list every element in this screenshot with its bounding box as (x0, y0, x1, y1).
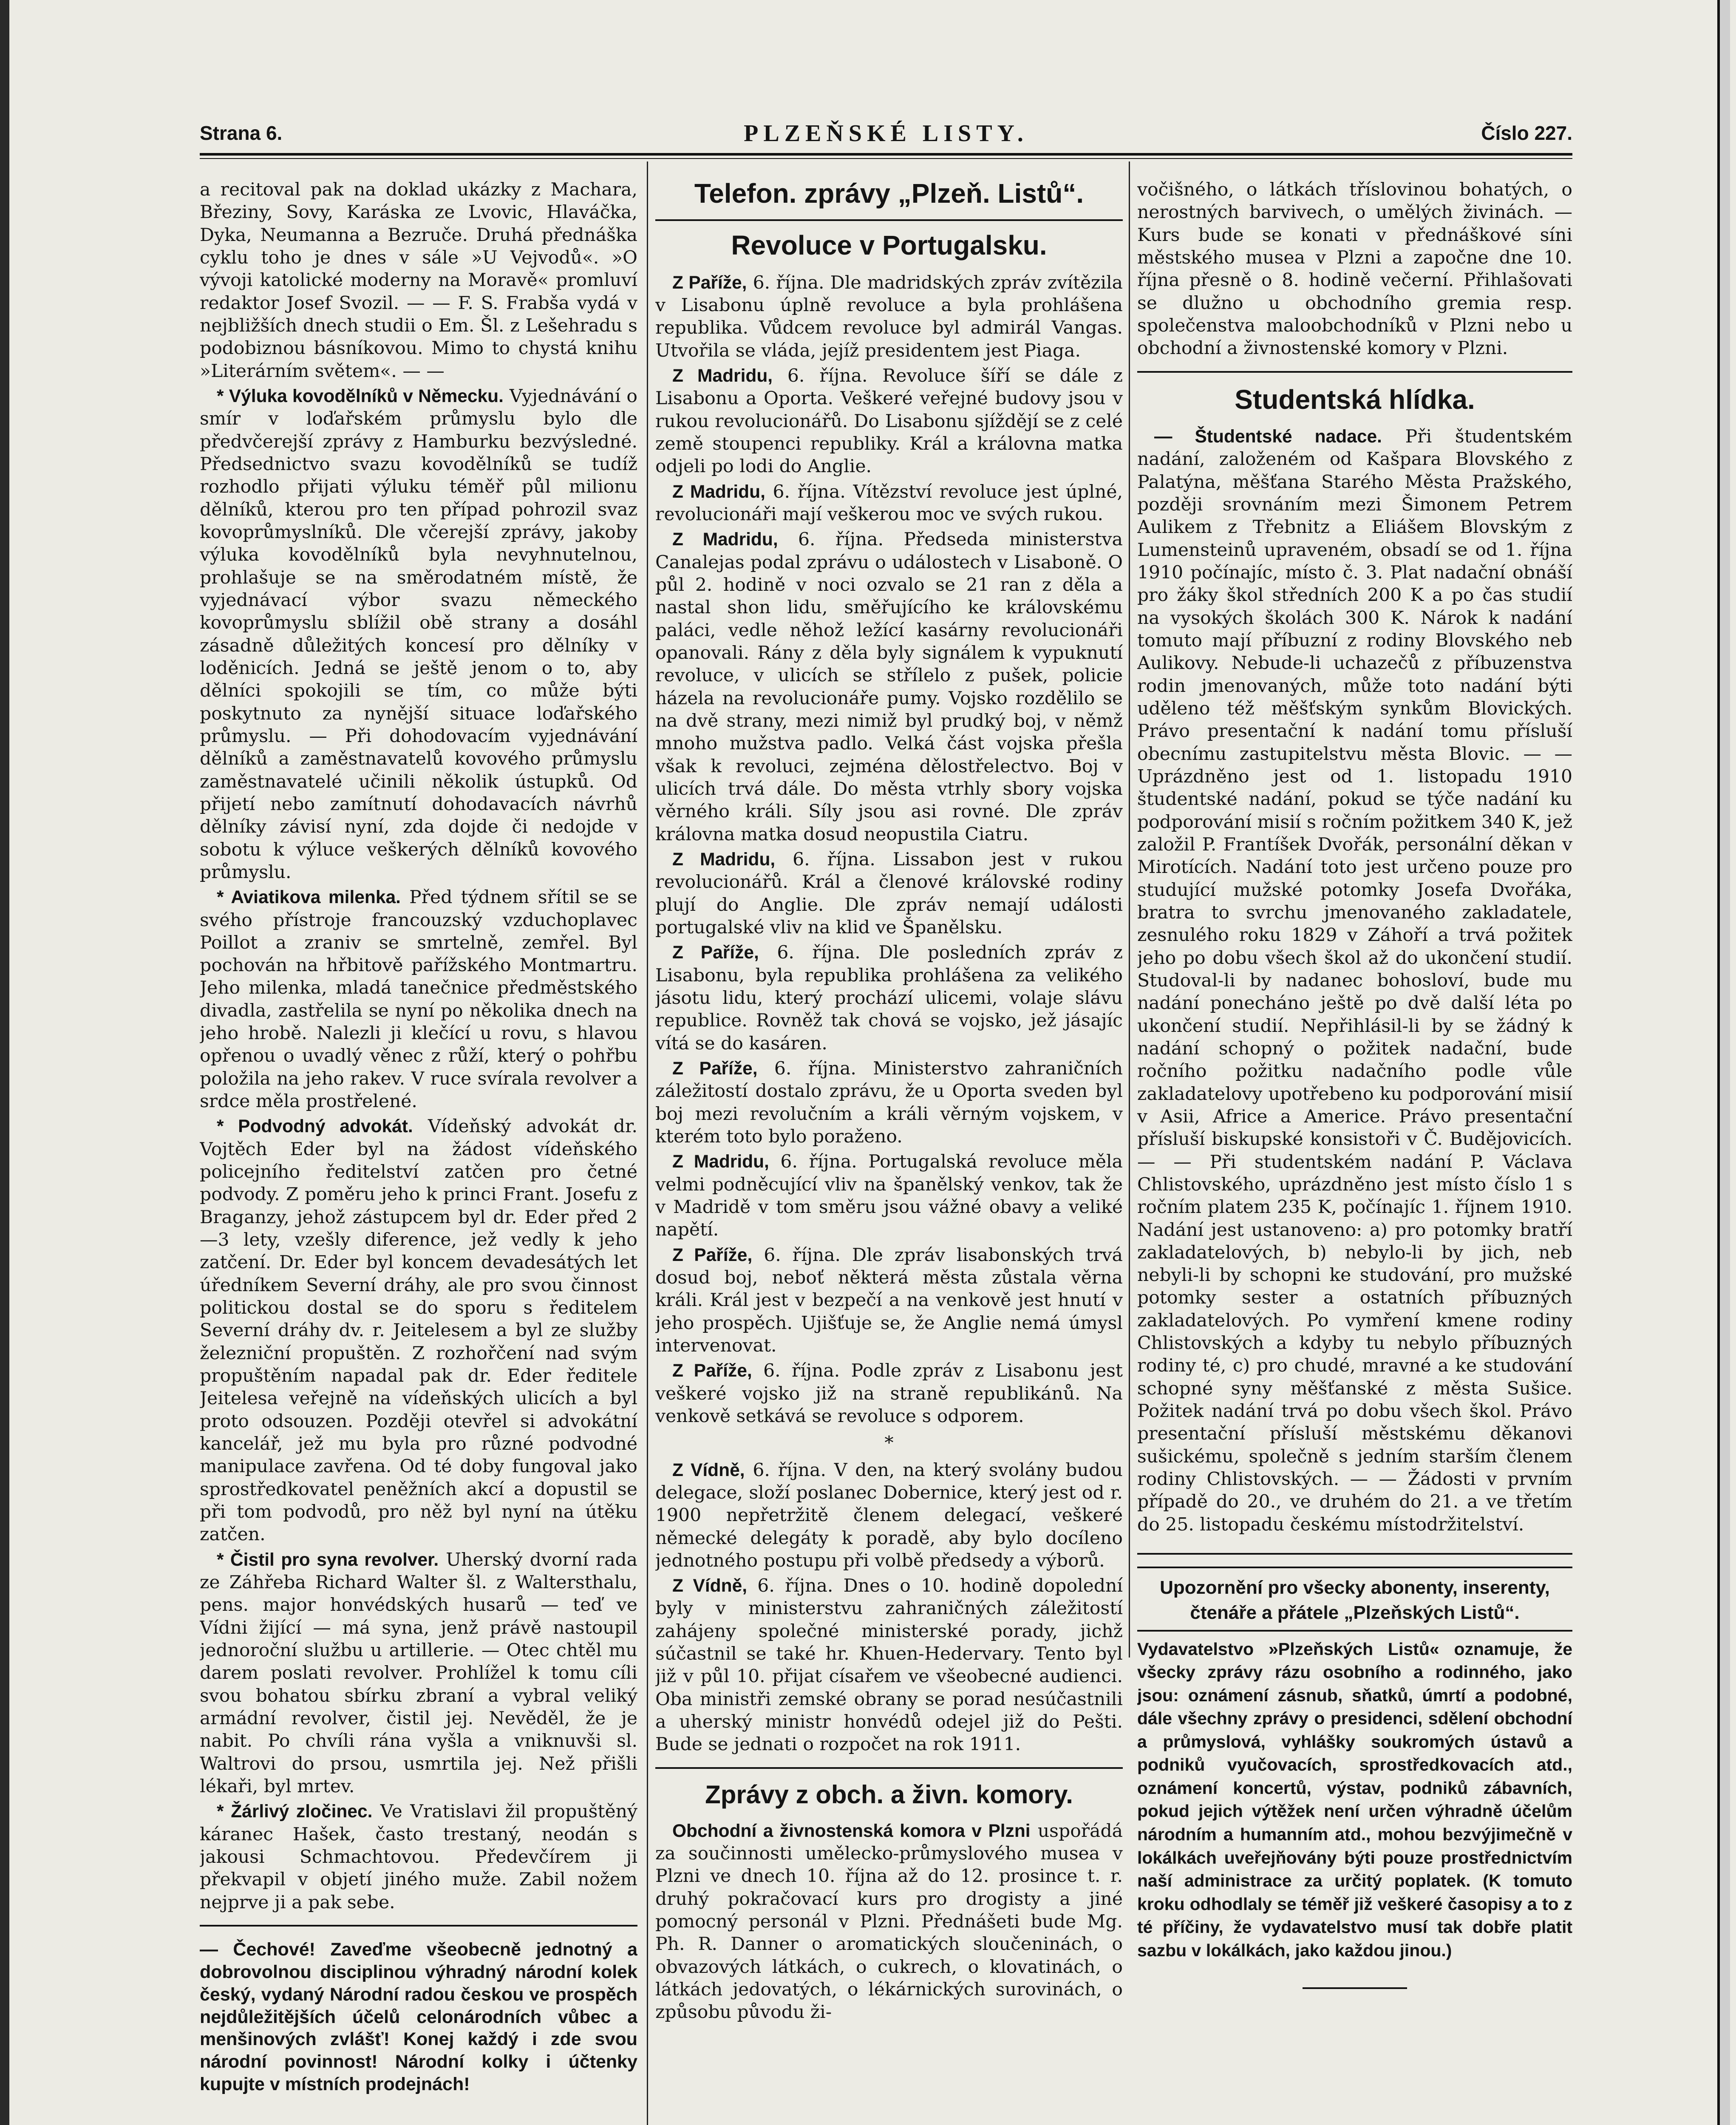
chamber-item (655, 1820, 1123, 2024)
headline-revolver: * Čistil pro syna revolver. (217, 1550, 439, 1570)
column-3 (1137, 178, 1572, 2125)
body-revolver: Uherský dvorní rada ze Záhřeba Richard Walter šl. z Waltersthalu, pens. major honvédských husarů — teď ve Vídni žijící — má syna, jenž právě nastoupil jednoroční službu u artillerie. — Otec chtěl mu darem poslati revolver. Prohlížel k tomu cíli svou bohatou sbírku zbraní a vybral veliký armádní revolver, čistil jej. Nevěděl, že je nabit. Po chvíli rána vyšla a vniknuvši sl. Waltrovi do prsou, usmrtila jej. Než přišli lékaři, byl mrtev. (200, 1549, 637, 1797)
headline-aviator: * Aviatikova milenka. (217, 887, 401, 908)
news-item (655, 1575, 1123, 1756)
section-title-students: Studentská hlídka. (1235, 384, 1475, 415)
dateline: Z Madridu, (672, 530, 778, 550)
news-text: 6. října. Revoluce šíří se dále z Lisabonu a Oporta. Veškeré veřejné budovy jsou v rukou revolucionářů. Do Lisabonu sjíždějí se z celé země stoupenci republiky. Král a královna matka odjeli po lodi do Anglie. (655, 366, 1123, 477)
dateline: Z Madridu, (672, 849, 776, 870)
column-2 (655, 178, 1123, 2125)
notice-title: Upozornění pro všecky abonenty, inserenty, čtenáře a přátele „Plzeňských Listů“. (1137, 1567, 1572, 1632)
dateline: Z Madridu, (672, 1152, 769, 1172)
article-lockout (200, 385, 637, 884)
dateline: Z Vídně, (672, 1460, 745, 1480)
section-rule (655, 219, 1123, 221)
headline-lockout: * Výluka kovodělníků v Německu. (217, 386, 504, 406)
news-text: 6. října. Vítězství revoluce jest úplné, revolucionáři mají veškerou moc ve svých rukou. (655, 481, 1123, 525)
news-text: 6. října. Ministerstvo zahraničních záležitostí dostalo zprávu, že u Oporta sveden byl boj mezi revolučním a králi věrným vojskem, v kterém toto bylo poraženo. (655, 1058, 1123, 1147)
page-number: Strana 6. (200, 122, 283, 144)
publisher-notice: Vydavatelstvo »Plzeňských Listů« oznamuje, že všecky zprávy rázu osobního a rodinného, jako jsou: oznámení zásnub, sňatků, úmrtí a podobné, dále všechny zprávy o presidenci, sdělení obchodní a průmyslová, vyhlášky soukromých ústavů a podniků vyučovacích, sprostředkovacích atd., oznámení koncertů, výstav, podniků zábavních, pokud jejich výtěžek není určen výhradně účelům národním a humanním atd., mohou bezvýjimečně v lokálkách uveřejňovány býti pouze prostřednictvím naší administrace za určitý poplatek. (K tomuto kroku odhodlaly se téměř již veškeré časopisy a to z té příčiny, že vydavatelstvo musí tak dobře platit sazbu v lokálkách, jako každou jinou.) (1137, 1639, 1572, 1960)
news-text: 6. října. Dnes o 10. hodině dopolední byly v ministerstvu zahraničných záležitostí zahájeny společné ministerské porady, jichž súčastnil se také hr. Khuen-Hedervary. Tento byl již v půl 10. přijat císařem ve všeobecné audienci. Oba ministři zemské obrany se porad nesúčastnili a uherský ministr honvédů odejel již do Pešti. Bude se jednati o rozpočet na rok 1911. (655, 1575, 1123, 1755)
chamber-text: uspořádá za součinnosti umělecko-průmyslového musea v Plzni ve dnech 10. října až do 12. prosince t. r. druhý pokračovací kurs pro drogisty a jiné pomocný personál v Plzni. Přednášeti bude Mg. Ph. R. Danner o aromatických sloučeninách, o obvazových látkách, o cukrech, o klovatinách, o látkách jedovatých, o lékárnických surovinách, o způsobu původu ži- (655, 1820, 1123, 2023)
article-revolver (200, 1549, 637, 1798)
student-foundations (1137, 425, 1572, 1536)
header-rule-thin (200, 158, 1572, 159)
article-jealous (200, 1800, 637, 1914)
news-item (655, 481, 1123, 526)
dateline: Z Vídně, (672, 1576, 748, 1596)
news-text: 6. října. Dle madridských zpráv zvítězila v Lisabonu úplně revoluce a byla prohlášena republika. Vůdcem revoluce byl admirál Vangas. Utvořila se vláda, jejíž presidentem jest Piaga. (655, 272, 1123, 361)
page-header (200, 120, 1572, 150)
issue-number: Číslo 227. (1481, 122, 1572, 144)
body-lawyer: Vídeňský advokát dr. Vojtěch Eder byl na žádost vídeňského policejního ředitelství zatčen pro četné podvody. Z poměru jeho k princi Frant. Josefu z Braganzy, jehož zástupcem byl dr. Eder před 2—3 lety, vzešly diference, jež vedly k jeho zatčení. Dr. Eder byl koncem devadesátých let úředníkem Severní dráhy, ale pro svou činnost politickou dostal se do sporu s ředitelem Severní dráhy dv. r. Jeitelesem a byl ze služby železniční propuštěn. Z rozhořčení nad svým propuštěním napadal pak dr. Eder ředitele Jeitelesa veřejně na vídeňských ulicích a byl proto odsouzen. Později otevřel si advokátní kancelář, jež mu byla pro různé podvodné manipulace zavřena. Od té doby fungoval jako sprostředkovatel peněžních akcí a dopustil se při tom podvodů, pro něž byl nyní na útěku zatčen. (200, 1116, 637, 1545)
news-text: 6. října. Podle zpráv z Lisabonu jest veškeré vojsko již na straně republikánů. Na venkově setkává se revoluce s odporem. (655, 1360, 1123, 1427)
dateline: Z Paříže, (672, 943, 759, 963)
literary-news: a recitoval pak na doklad ukázky z Machara, Březiny, Sovy, Karáska ze Lvovic, Hlaváčka, Dyka, Neumanna a Bezruče. Druhá přednáška cyklu toho je dnes v sále »U Vejvodů«. »O vývoji katolické moderny na Moravě« promluví redaktor Josef Svozil. — — F. S. Frabša vydá v nejbližších dnech studii o Em. Šl. z Lešehradu s podobiznou básníkovou. Mimo to chystá knihu »Literárním světem«. — — (200, 179, 637, 382)
scan-left-edge (0, 0, 9, 2125)
headline-foundations: — Študentské nadace. (1154, 427, 1382, 447)
dateline: Z Madridu, (672, 482, 765, 502)
column-divider-1 (647, 162, 648, 2125)
column-divider-2 (1129, 162, 1130, 1658)
end-rule (1303, 1987, 1407, 1989)
newspaper-title: PLZEŇSKÉ LISTY. (744, 120, 1028, 147)
news-item (655, 528, 1123, 846)
separator-star: * (884, 1433, 894, 1454)
news-text: 6. října. Dle posledních zpráv z Lisabonu, byla republika prohlášena za velikého jásotu lidu, který prochází ulicemi, volaje slávu republice. Rovněž tak chová se vojsko, jež jásajíc vítá se do kasáren. (655, 942, 1123, 1054)
section-title-telegrams: Telefon. zprávy „Plzeň. Listů“. (694, 178, 1084, 209)
body-jealous: Ve Vratislavi žil propuštěný káranec Hašek, často trestaný, neodán s jakousi Schmachtovou. Předevčírem ji překvapil v objetí jiného muže. Zabil nožem nejprve ji a pak sebe. (200, 1801, 637, 1913)
news-item (655, 1360, 1123, 1428)
news-item (655, 1150, 1123, 1241)
dateline: Z Paříže, (672, 1361, 752, 1381)
news-item (655, 1244, 1123, 1357)
news-item (655, 941, 1123, 1055)
dateline: Z Madridu, (672, 366, 773, 386)
section-title-chamber: Zprávy z obch. a živn. komory. (705, 1780, 1073, 1809)
body-lockout: Vyjednávání o smír v loďařském průmyslu bylo dle předvčerejší zprávy z Hamburku bezvýsledné. Předsednictvo svazu kovodělníků se tudíž rozhodlo přijati výluku téměř půl milionu dělníků, kterou pro ten případ pohrozil svaz kovoprůmyslníků. Dle včerejší zprávy, jakoby výluka kovodělníků byla nevyhnutelnou, prohlašuje se na směrodatném místě, že vyjednávací výbor svazu německého kovoprůmyslu sblížil obě strany a dosáhl zásadně důležitých koncesí pro dělníky v loděnicích. Jedná se ještě jenom o to, aby dělníci spokojili se tím, co může býti poskytnuto za nynější situace loďařského průmyslu. — Při dohodovacím vyjednávání dělníků a zaměstnavatelů kovového průmyslu zaměstnavatelé učinili několik ústupků. Od přijetí nebo zamítnutí dohodavacích návrhů dělníky závisí nyní, zda dojde či nedojde v sobotu k výluce veškerých dělníků kovového průmyslu. (200, 385, 637, 883)
news-item (655, 272, 1123, 362)
news-text: 6. října. Lissabon jest v rukou revolucionářů. Král a členové královské rodiny plují do Anglie. Dle zpráv nemají události portugalské vliv na klid ve Španělsku. (655, 849, 1123, 938)
dateline: Z Paříže, (672, 1245, 753, 1265)
chamber-headline: Obchodní a živnostenská komora v Plzni (672, 1821, 1031, 1841)
header-rule (200, 153, 1572, 156)
news-text: 6. října. Portugalská revoluce měla velmi podněcující vliv na španělský venkov, tak že v Madridě v tom směru jsou vážné obavy a veliké napětí. (655, 1151, 1123, 1241)
news-text: 6. října. Dle zpráv lisabonských trvá dosud boj, neboť některá města zůstala věrna králi. Král jest v bezpečí a na venkově jest hnutí v jeho prospěch. Ujišťuje se, že Anglie nemá úmysl intervenovat. (655, 1244, 1123, 1356)
headline-lawyer: * Podvodný advokát. (217, 1116, 413, 1137)
news-item (655, 1057, 1123, 1148)
dateline: Z Paříže, (672, 272, 747, 293)
article-lawyer (200, 1115, 637, 1546)
chamber-continued: vočišného, o látkách tříslovinou bohatých, o nerostných barvivech, o umělých živinách. — Kurs bude se konati v přednáškové síni městského musea v Plzni a započne dne 10. října přesně o 8. hodině večerní. Přihlašovati se dlužno u obchodního gremia resp. společenstva maloobchodníků v Plzni nebo u obchodní a živnostenské komory v Plzni. (1137, 179, 1572, 359)
column-1 (200, 178, 637, 2125)
section-rule (1137, 371, 1572, 373)
headline-jealous: * Žárlivý zločinec. (217, 1802, 373, 1822)
news-item (655, 365, 1123, 478)
article-aviator (200, 886, 637, 1113)
section-rule (1137, 1553, 1572, 1555)
section-rule (655, 1767, 1123, 1769)
news-text: 6. října. Předseda ministerstva Canalejas podal zprávu o událostech v Lisaboně. O půl 2. hodině v noci ozvalo se 21 ran z děla a nastal shon lidu, směřujícího ke královskému paláci, vedle něhož ležící kasárny revolucionáři opanovali. Rány z děla byly signálem k vypuknutí revoluce, v ulicích se střílelo z pušek, policie házela na revolucionáře pumy. Vojsko rozdělilo se na dvě strany, mezi nimiž byl prudký boj, v němž mnoho mužstva padlo. Velká část vojska přešla však k revoluci, zejména dělostřelectvo. Boj v ulicích trvá dále. Do města vtrhly sbory vojska věrného králi. Síly jsou asi rovné. Dle zpráv královna matka dosud neopustila Ciatru. (655, 529, 1123, 845)
section-title-portugal: Revoluce v Portugalsku. (731, 230, 1047, 261)
section-rule (200, 1925, 637, 1927)
body-aviator: Před týdnem sřítil se se svého přístroje francouzský vzduchoplavec Poillot a zraniv se smrtelně, zemřel. Byl pochován na hřbitově pařížského Montmartru. Jeho milenka, mladá tanečnice předměstského divadla, zastřelila se nyní po několika dnech na jeho hrobě. Nalezli ji klečící u rovu, s hlavou opřenou o uvadlý věnec z růží, který o pohřbu položila na jeho rakev. V ruce svírala revolver a srdce měla prostřelené. (200, 887, 637, 1112)
news-item (655, 1459, 1123, 1572)
scan-right-edge (1717, 0, 1730, 2125)
dateline: Z Paříže, (672, 1058, 758, 1079)
national-stamp-appeal: — Čechové! Zaveďme všeobecně jednotný a dobrovolnou disciplinou výhradný národní kolek český, vydaný Národní radou českou ve prospěch nejdůležitějších účelů celonárodních vůbec a menšinových zvlášť! Konej každý i zde svou národní povinnost! Národní kolky i účtenky kupujte v místních prodejnách! (200, 1939, 637, 2095)
body-foundations: Při študentském nadání, založeném od Kašpara Blovského z Palatýna, měšťana Starého Města Pražského, později srovnáním mezi Šimonem Petrem Aulikem z Třebnitz a Eliášem Blovským z Lumensteinů upraveném, obsadí se od 1. října 1910 počínajíc, místo č. 3. Plat nadační obnáší pro žáky škol středních 200 K a po čas studií na vysokých školách 300 K. Nárok k nadání tomuto mají příbuzní z rodiny Blovského neb Aulikovy. Nebude-li uchazečů z příbuzenstva rodin jmenovaných, může toto nadání býti uděleno též měšťským synkům Blovických. Právo presentační k nadání tomu přísluší obecnímu zastupitelstvu města Blovic. — — Uprázdněno jest od 1. listopadu 1910 študentské nadání, pokud se týče nadání ku podporování misií s ročním požitkem 340 K, jež založil P. Frantíšek Dvořák, personální děkan v Mirotících. Nadání toto jest určeno pouze pro studující mužské potomky Josefa Dvořáka, bratra to svrchu jmenovaného zakladatele, zesnulého roku 1829 v Záhoří a trvá požitek jeho po dobu všech škol až do ukončení studií. Studoval-li by nadanec bohosloví, bude mu nadání ponecháno ještě po dvě další léta po ukončení studií. Nepřihlásil-li by se žádný k nadání schopný o požitek nadační, bude ročního požitku nadačního podle vůle zakladatelovy upotřebeno ku podporování misií v Asii, Africe a Americe. Právo presentační přísluší biskupské konsistoři v Č. Budějovicích. — — Při studentském nadání P. Václava Chlistovského, uprázdněno jest místo číslo 1 s ročním platem 235 K, počínajíc 1. říjnem 1910. Nadání jest ustanoveno: a) pro potomky bratří zakladatelových, b) nebylo-li by jich, neb nebyli-li by schopni ke studování, pro mužské potomky sester a ostatních příbuzných zakladatelových. Po vymření kmene rodiny Chlistovských a kdyby tu nebylo příbuzných rodiny té, c) pro chudé, mravné a ke studování schopné syny měšťanské z města Sušice. Požitek nadání trvá po dobu všech škol. Právo presentační přísluší městskému děkanovi sušickému, společně s jedním starším členem rodiny Chlistovských. — — Žádosti v prvním případě do 20., ve druhém do 21. a ve třetím do 25. listopadu českému místodržitelství. (1137, 426, 1572, 1535)
news-item (655, 848, 1123, 939)
news-text: 6. října. V den, na který svolány budou delegace, složí poslanec Dobernice, který jest od r. 1900 nepřetržitě členem delegací, veškeré německé delegáty k poradě, aby bylo docíleno jednotného postupu při volbě předsedy a výborů. (655, 1459, 1123, 1571)
